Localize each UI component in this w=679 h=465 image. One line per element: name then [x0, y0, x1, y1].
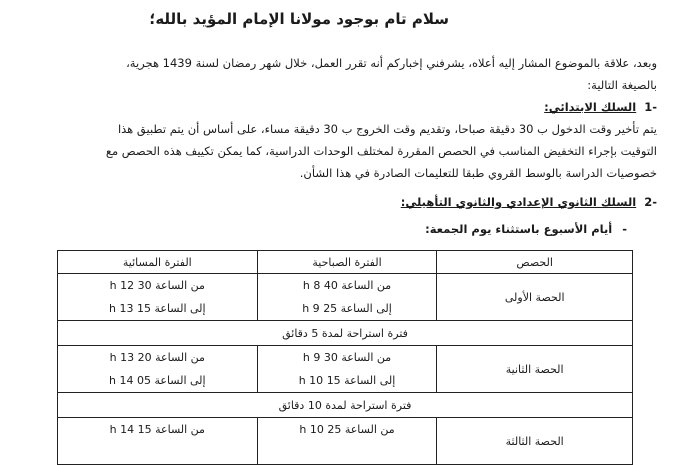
evening-to: إلى الساعة 05 h 14	[109, 374, 206, 387]
morning-period	[257, 346, 437, 393]
morning-to: إلى الساعة 15 h 10	[298, 374, 396, 387]
morning-from: من الساعة 25 h 10	[299, 423, 395, 436]
section-1-line-1: يتم تأخير وقت الدخول ب 30 دقيقة صباحا، وتقديم وقت الخروج ب 30 دقيقة مساء، على أساس أن يتم تطبيق هذا	[117, 122, 657, 136]
table-row	[58, 418, 633, 465]
morning-period	[257, 418, 437, 465]
session-name: الحصة الثانية	[437, 346, 633, 393]
morning-period	[257, 274, 437, 321]
break-row	[58, 393, 633, 418]
evening-to	[58, 441, 257, 464]
section-1-heading	[544, 100, 657, 114]
intro-line-2: بالصيغة التالية:	[587, 78, 657, 92]
bullet-dash: -	[622, 222, 627, 236]
header-morning: الفترة الصباحية	[257, 251, 437, 274]
section-1-title: السلك الابتدائي:	[544, 100, 637, 114]
session-name: الحصة الأولى	[437, 274, 633, 321]
evening-period	[58, 418, 258, 465]
session-name: الحصة الثالثة	[437, 418, 633, 465]
table-row	[58, 346, 633, 393]
section-1-line-3: خصوصيات الدراسة بالوسط القروي طبقا للتعليمات الصادرة في هذا الشأن.	[299, 166, 657, 180]
evening-from: من الساعة 15 h 14	[109, 423, 205, 436]
section-1-number: -1	[644, 100, 657, 114]
evening-period	[58, 346, 258, 393]
break-label: فترة استراحة لمدة 10 دقائق	[58, 393, 633, 418]
header-sessions: الحصص	[437, 251, 633, 274]
morning-to	[258, 441, 437, 464]
days-label	[425, 222, 627, 236]
break-label: فترة استراحة لمدة 5 دقائق	[58, 321, 633, 346]
section-2-title: السلك الثانوي الإعدادي والثانوي التأهيلي:	[400, 195, 637, 209]
morning-from: من الساعة 40 h 8	[302, 279, 392, 292]
days-label-text: أيام الأسبوع باستثناء يوم الجمعة:	[425, 222, 613, 236]
intro-line-1: وبعد، علاقة بالموضوع المشار إليه أعلاه، يشرفني إخباركم أنه تقرر العمل، خلال شهر رمضان لسنة 1439 هجرية،	[126, 56, 657, 70]
evening-from: من الساعة 20 h 13	[109, 351, 205, 364]
evening-to: إلى الساعة 15 h 13	[109, 302, 206, 315]
section-1-line-2: التوقيت بإجراء التخفيض المناسب في الحصص المقررة لمختلف الوحدات الدراسية، كما يمكن تكييف هذه الحصص مع	[105, 144, 657, 158]
section-2-heading	[401, 195, 657, 209]
morning-to: إلى الساعة 25 h 9	[302, 302, 392, 315]
header-evening: الفترة المسائية	[58, 251, 258, 274]
evening-period	[58, 274, 258, 321]
table-row	[58, 274, 633, 321]
section-2-number: -2	[644, 195, 657, 209]
table-header-row	[58, 251, 633, 274]
morning-from: من الساعة 30 h 9	[302, 351, 392, 364]
evening-from: من الساعة 30 h 12	[109, 279, 205, 292]
break-row	[58, 321, 633, 346]
greeting: سلام تام بوجود مولانا الإمام المؤيد بالله؛	[149, 10, 449, 28]
schedule-table	[57, 250, 633, 465]
